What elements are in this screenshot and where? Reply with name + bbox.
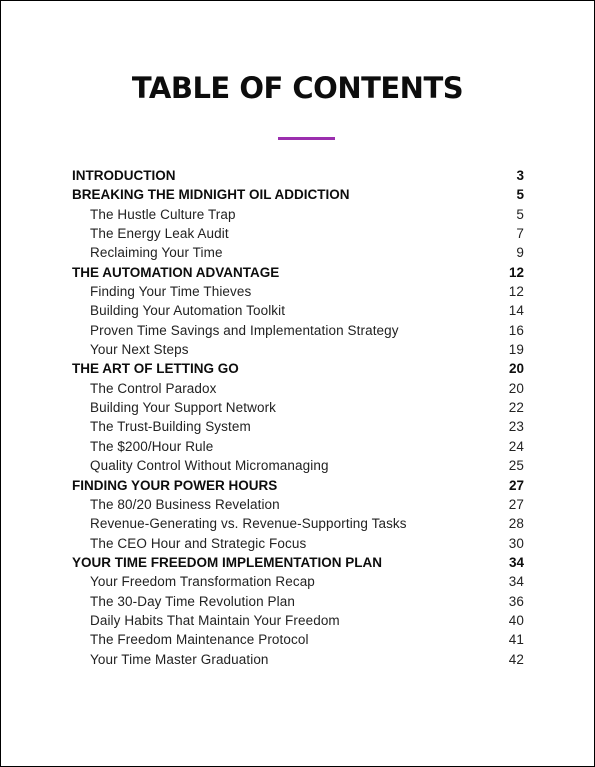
toc-page-number: 23 bbox=[508, 419, 524, 435]
toc-page-number: 24 bbox=[508, 438, 524, 454]
toc-entry-label: The Control Paradox bbox=[90, 380, 217, 396]
toc-section-row[interactable] bbox=[72, 592, 524, 611]
toc-section-row[interactable] bbox=[72, 572, 524, 591]
toc-page-number: 16 bbox=[508, 322, 524, 338]
toc-page-number: 40 bbox=[508, 612, 524, 628]
toc-section-row[interactable] bbox=[72, 321, 524, 340]
toc-page-number: 9 bbox=[516, 245, 524, 261]
toc-entry-label: BREAKING THE MIDNIGHT OIL ADDICTION bbox=[72, 187, 350, 203]
toc-page-number: 36 bbox=[508, 593, 524, 609]
toc-entry-label: Daily Habits That Maintain Your Freedom bbox=[90, 612, 340, 628]
toc-section-row[interactable] bbox=[72, 534, 524, 553]
toc-entry-label: FINDING YOUR POWER HOURS bbox=[72, 477, 278, 493]
toc-page-number: 27 bbox=[508, 477, 524, 493]
toc-entry-label: Quality Control Without Micromanaging bbox=[90, 458, 329, 474]
toc-entry-label: Your Freedom Transformation Recap bbox=[90, 574, 315, 590]
toc-entry-label: The Energy Leak Audit bbox=[90, 226, 229, 242]
toc-page-number: 20 bbox=[508, 380, 524, 396]
toc-section-row[interactable] bbox=[72, 282, 524, 301]
toc-entry-label: The Trust-Building System bbox=[90, 419, 251, 435]
toc-entry-label: Finding Your Time Thieves bbox=[90, 284, 252, 300]
toc-entry-label: The Hustle Culture Trap bbox=[90, 206, 236, 222]
toc-section-row[interactable] bbox=[72, 456, 524, 475]
toc-entry-label: The 80/20 Business Revelation bbox=[90, 496, 280, 512]
toc-page-number: 30 bbox=[508, 535, 524, 551]
toc-entry-label: Proven Time Savings and Implementation Strategy bbox=[90, 322, 399, 338]
toc-entry-label: Building Your Support Network bbox=[90, 400, 277, 416]
toc-entry-label: Your Next Steps bbox=[90, 342, 189, 358]
toc-section-row[interactable] bbox=[72, 650, 524, 669]
toc-chapter-row[interactable] bbox=[72, 553, 524, 572]
toc-page-number: 22 bbox=[508, 400, 524, 416]
toc-entry-label: THE AUTOMATION ADVANTAGE bbox=[72, 264, 280, 280]
toc-entry-label: Reclaiming Your Time bbox=[90, 245, 223, 261]
toc-page-number: 5 bbox=[516, 187, 524, 203]
toc-page-number: 14 bbox=[508, 303, 524, 319]
toc-entry-label: The CEO Hour and Strategic Focus bbox=[90, 535, 307, 551]
toc-page-number: 12 bbox=[508, 264, 524, 280]
toc-page-number: 20 bbox=[508, 361, 524, 377]
toc-entry-label: Revenue-Generating vs. Revenue-Supporting Tasks bbox=[90, 516, 407, 532]
toc-section-row[interactable] bbox=[72, 611, 524, 630]
toc-page-number: 42 bbox=[508, 651, 524, 667]
toc-chapter-row[interactable] bbox=[72, 185, 524, 204]
toc-page-number: 5 bbox=[516, 206, 524, 222]
toc-section-row[interactable] bbox=[72, 630, 524, 649]
toc-entry-label: YOUR TIME FREEDOM IMPLEMENTATION PLAN bbox=[72, 554, 382, 570]
toc-section-row[interactable] bbox=[72, 417, 524, 436]
toc-chapter-row[interactable] bbox=[72, 359, 524, 378]
toc-entry-label: Building Your Automation Toolkit bbox=[90, 303, 286, 319]
toc-section-row[interactable] bbox=[72, 514, 524, 533]
toc-section-row[interactable] bbox=[72, 205, 524, 224]
toc-page-number: 41 bbox=[508, 632, 524, 648]
table-of-contents bbox=[72, 166, 524, 669]
toc-section-row[interactable] bbox=[72, 437, 524, 456]
toc-page-number: 3 bbox=[516, 168, 524, 183]
toc-chapter-row[interactable] bbox=[72, 263, 524, 282]
toc-page-number: 28 bbox=[508, 516, 524, 532]
toc-entry-label: The Freedom Maintenance Protocol bbox=[90, 632, 309, 648]
toc-section-row[interactable] bbox=[72, 398, 524, 417]
toc-page-number: 7 bbox=[516, 226, 524, 242]
toc-page-number: 34 bbox=[508, 554, 524, 570]
toc-page-number: 25 bbox=[508, 458, 524, 474]
toc-entry-label: THE ART OF LETTING GO bbox=[72, 361, 239, 377]
toc-entry-label: The 30-Day Time Revolution Plan bbox=[90, 593, 295, 609]
toc-entry-label: Your Time Master Graduation bbox=[90, 651, 269, 667]
toc-entry-label: INTRODUCTION bbox=[72, 168, 176, 183]
toc-section-row[interactable] bbox=[72, 224, 524, 243]
toc-entry-label: The $200/Hour Rule bbox=[90, 438, 214, 454]
toc-section-row[interactable] bbox=[72, 340, 524, 359]
toc-page-number: 27 bbox=[508, 496, 524, 512]
page-title: TABLE OF CONTENTS bbox=[131, 71, 464, 105]
toc-section-row[interactable] bbox=[72, 243, 524, 262]
toc-page-number: 12 bbox=[508, 284, 524, 300]
toc-section-row[interactable] bbox=[72, 301, 524, 320]
toc-page-number: 19 bbox=[508, 342, 524, 358]
toc-section-row[interactable] bbox=[72, 379, 524, 398]
toc-chapter-row[interactable] bbox=[72, 166, 524, 185]
toc-section-row[interactable] bbox=[72, 495, 524, 514]
toc-chapter-row[interactable] bbox=[72, 476, 524, 495]
title-divider bbox=[278, 137, 335, 140]
toc-page-number: 34 bbox=[508, 574, 524, 590]
